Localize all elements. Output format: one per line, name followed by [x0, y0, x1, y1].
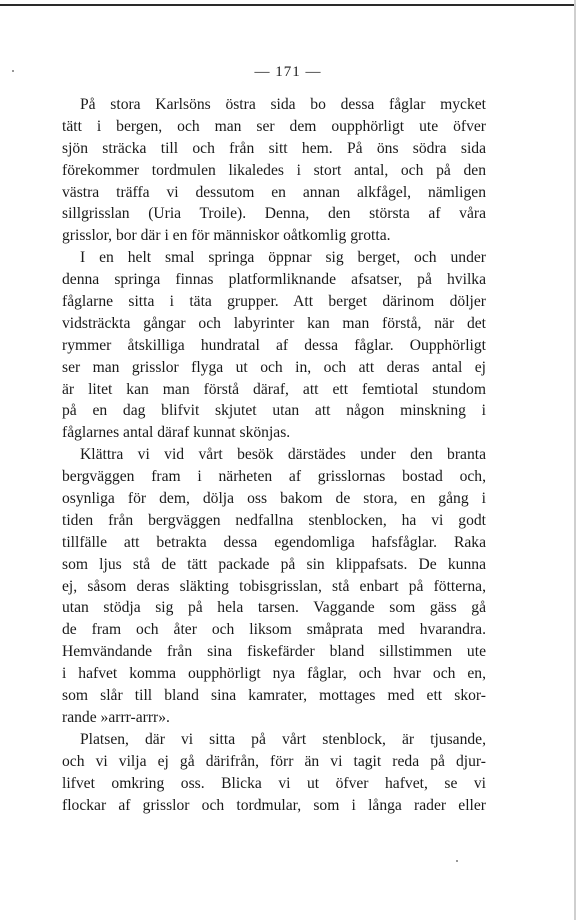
- text-line: rymmer åtskilliga hundratal af dessa fåglar. Oupphörligt: [62, 336, 486, 354]
- text-line: tiden från bergväggen nedfallna stenblocken, ha vi godt: [62, 511, 486, 529]
- text-line: på en dag blifvit skjutet utan att någon minskning i: [62, 402, 486, 420]
- text-line: i hafvet komma oupphörligt nya fåglar, och hvar och en,: [62, 665, 486, 683]
- text-line: denna springa finnas platformliknande afsatser, på hvilka: [62, 271, 486, 289]
- text-line: är litet kan man förstå däraf, att ett femtiotal stundom: [62, 380, 486, 398]
- text-line: ej, såsom deras släkting tobisgrisslan, stå enbart på fötterna,: [62, 577, 486, 595]
- text-line: tätt i bergen, och man ser dem oupphörligt ute öfver: [62, 117, 486, 135]
- text-line: På stora Karlsöns östra sida bo dessa fåglar mycket: [80, 96, 486, 113]
- text-line: lifvet omkring oss. Blicka vi ut öfver hafvet, se vi: [62, 774, 486, 792]
- text-line: fåglarne sitta i täta grupper. Att berget därinom döljer: [62, 293, 486, 311]
- text-line: vidsträckta gångar och labyrinter kan man förstå, när det: [62, 314, 486, 332]
- text-line: sjön sträcka till och från sitt hem. På öns södra sida: [62, 139, 486, 157]
- text-line: sillgrisslan (Uria Troile). Denna, den största af våra: [62, 205, 486, 223]
- text-line: Platsen, där vi sitta på vårt stenblock, är tjusande,: [80, 730, 486, 748]
- text-line: ser man grisslor flyga ut och in, och att deras antal ej: [62, 358, 486, 376]
- text-line: Hemvändande från sina fiskefärder bland sillstimmen ute: [62, 643, 486, 661]
- text-line: och vi vilja ej gå därifrån, förr än vi tagit reda på djur-: [62, 752, 486, 770]
- body-text: [62, 94, 486, 816]
- text-line: som slår till bland sina kamrater, mottages med ett skor-: [62, 687, 486, 705]
- text-line: I en helt smal springa öppnar sig berget, och under: [80, 249, 486, 267]
- text-line: rande »arrr-arrr».: [62, 708, 170, 726]
- text-line: västra träffa vi dessutom en annan alkfågel, nämligen: [62, 183, 486, 201]
- top-border-rule: [0, 4, 576, 6]
- text-line: grisslor, bor där i en för människor oåtkomlig grotta.: [62, 227, 391, 245]
- text-line: förekommer tordmulen likaledes i stort antal, och på den: [62, 161, 486, 179]
- text-line: osynliga för dem, dölja oss bakom de stora, en gång i: [62, 490, 486, 508]
- page-number: — 171 —: [254, 64, 322, 80]
- text-line: som ljus stå de tätt packade på sin klippafsats. De kunna: [62, 555, 486, 573]
- text-line: fåglarnes antal däraf kunnat skönjas.: [62, 424, 291, 442]
- text-line: bergväggen fram i närheten af grisslornas bostad och,: [62, 468, 486, 486]
- text-line: utan stödja sig på hela tarsen. Vaggande som gäss gå: [62, 599, 486, 617]
- text-line: tillfälle att betrakta dessa egendomliga hafsfåglar. Raka: [62, 533, 486, 551]
- text-line: flockar af grisslor och tordmular, som i långa rader eller: [62, 796, 486, 814]
- text-line: Klättra vi vid vårt besök därstädes under den branta: [80, 446, 486, 464]
- text-line: de fram och åter och liksom småprata med hvarandra.: [62, 621, 486, 639]
- paper-speck: [456, 860, 458, 862]
